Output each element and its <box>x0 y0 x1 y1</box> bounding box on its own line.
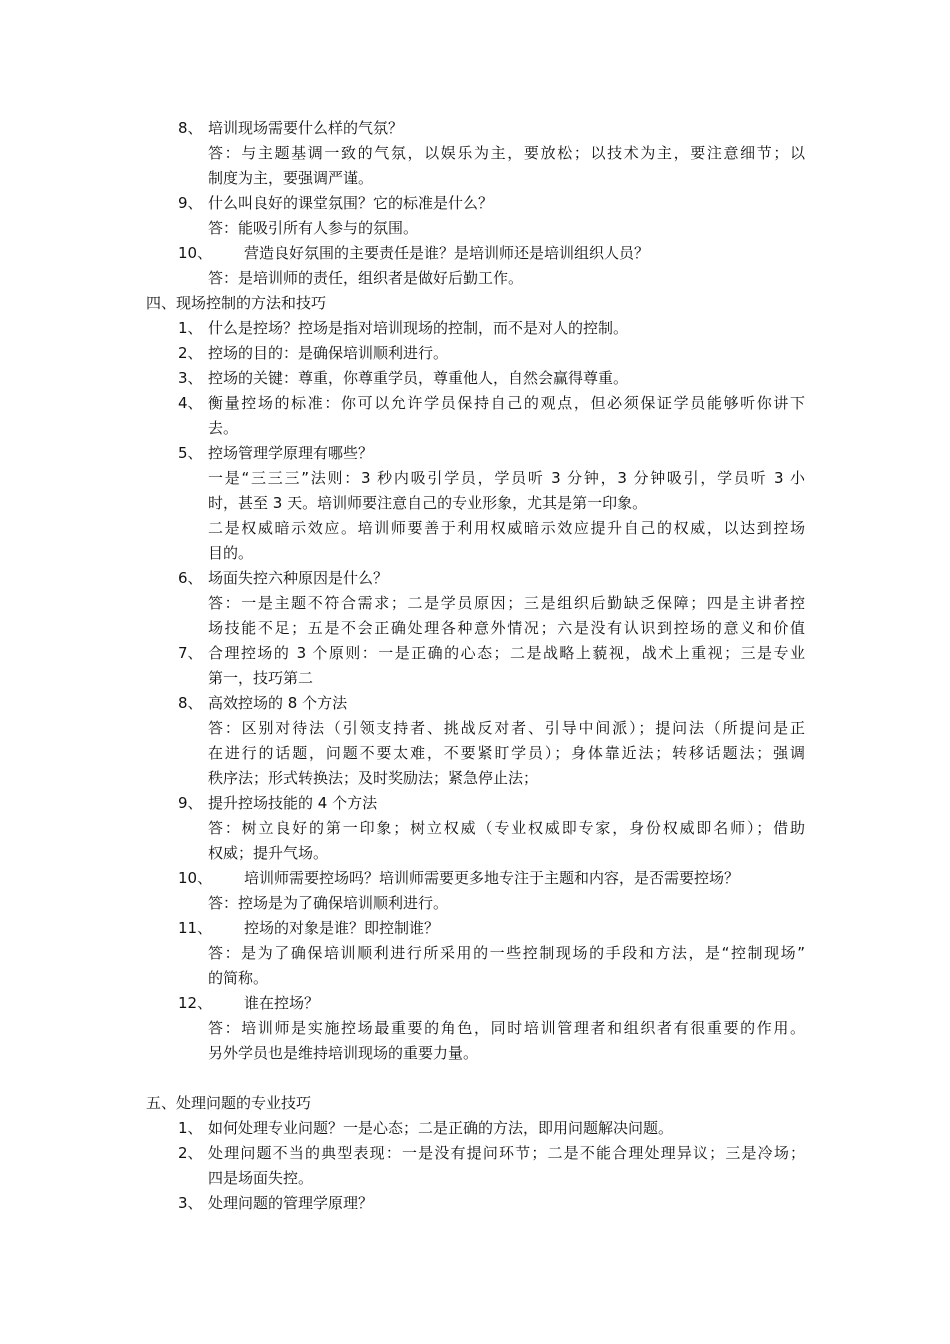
list-item-text: 答：控场是为了确保培训顺利进行。 <box>208 894 449 912</box>
list-item-text: 答：一是主题不符合需求；二是学员原因；三是组织后勤缺乏保障；四是主讲者控 <box>208 594 805 612</box>
list-item-text: 一是“三三三”法则：3 秒内吸引学员，学员听 3 分钟，3 分钟吸引，学员听 3 小 <box>208 469 805 487</box>
list-item-text: 第一，技巧第二 <box>208 669 314 687</box>
list-item-text: 合理控场的 3 个原则：一是正确的心态；二是战略上藐视，战术上重视；三是专业 <box>208 644 805 662</box>
list-item-text: 四是场面失控。 <box>208 1169 314 1187</box>
list-number: 7、 <box>178 644 203 662</box>
question-text: 什么叫良好的课堂氛围？它的标准是什么？ <box>208 194 494 212</box>
list-number: 1、 <box>178 1119 203 1137</box>
list-number: 2、 <box>178 1144 203 1162</box>
list-number: 8、 <box>178 119 203 137</box>
list-item-text: 另外学员也是维持培训现场的重要力量。 <box>208 1044 479 1062</box>
list-number: 6、 <box>178 569 203 587</box>
list-item-text: 去。 <box>208 419 239 437</box>
list-item-text: 权威；提升气场。 <box>208 844 329 862</box>
list-number: 3、 <box>178 1194 203 1212</box>
list-number: 3、 <box>178 369 203 387</box>
list-item-text: 秩序法；形式转换法；及时奖励法；紧急停止法； <box>208 769 539 787</box>
list-item-text: 控场的目的：是确保培训顺利进行。 <box>208 344 449 362</box>
list-item-text: 答：是为了确保培训顺利进行所采用的一些控制现场的手段和方法，是“控制现场” <box>208 944 805 962</box>
answer-text: 答：与主题基调一致的气氛，以娱乐为主，要放松；以技术为主，要注意细节；以 <box>208 144 805 162</box>
list-item-text: 处理问题的管理学原理？ <box>208 1194 374 1212</box>
list-item-text: 谁在控场？ <box>244 994 320 1012</box>
list-item-text: 控场的对象是谁？即控制谁？ <box>244 919 440 937</box>
answer-text: 答：能吸引所有人参与的氛围。 <box>208 219 419 237</box>
list-number: 2、 <box>178 344 203 362</box>
section-heading: 五、处理问题的专业技巧 <box>146 1094 312 1112</box>
question-text: 培训现场需要什么样的气氛？ <box>208 119 404 137</box>
list-item-text: 培训师需要控场吗？培训师需要更多地专注于主题和内容，是否需要控场？ <box>244 869 740 887</box>
list-number: 9、 <box>178 194 203 212</box>
list-item-text: 处理问题不当的典型表现：一是没有提问环节；二是不能合理处理异议；三是冷场； <box>208 1144 805 1162</box>
list-number: 10、 <box>178 244 213 262</box>
list-item-text: 二是权威暗示效应。培训师要善于利用权威暗示效应提升自己的权威，以达到控场 <box>208 519 805 537</box>
list-number: 4、 <box>178 394 203 412</box>
list-item-text: 提升控场技能的 4 个方法 <box>208 794 378 812</box>
list-number: 1、 <box>178 319 203 337</box>
list-number: 9、 <box>178 794 203 812</box>
list-item-text: 衡量控场的标准：你可以允许学员保持自己的观点，但必须保证学员能够听你讲下 <box>208 394 805 412</box>
list-item-text: 场面失控六种原因是什么？ <box>208 569 389 587</box>
list-item-text: 答：树立良好的第一印象；树立权威（专业权威即专家，身份权威即名师）；借助 <box>208 819 805 837</box>
list-item-text: 什么是控场？控场是指对培训现场的控制，而不是对人的控制。 <box>208 319 629 337</box>
list-number: 12、 <box>178 994 213 1012</box>
section-heading: 四、现场控制的方法和技巧 <box>146 294 327 312</box>
list-item-text: 时，甚至 3 天。培训师要注意自己的专业形象，尤其是第一印象。 <box>208 494 648 512</box>
list-item-text: 目的。 <box>208 544 254 562</box>
answer-text: 制度为主，要强调严谨。 <box>208 169 374 187</box>
list-number: 11、 <box>178 919 213 937</box>
question-text: 营造良好氛围的主要责任是谁？是培训师还是培训组织人员？ <box>244 244 650 262</box>
list-number: 5、 <box>178 444 203 462</box>
list-number: 10、 <box>178 869 213 887</box>
list-item-text: 场技能不足；五是不会正确处理各种意外情况；六是没有认识到控场的意义和价值 <box>208 619 805 637</box>
list-item-text: 高效控场的 8 个方法 <box>208 694 348 712</box>
list-item-text: 答：培训师是实施控场最重要的角色，同时培训管理者和组织者有很重要的作用。 <box>208 1019 805 1037</box>
list-item-text: 控场管理学原理有哪些？ <box>208 444 374 462</box>
answer-text: 答：是培训师的责任，组织者是做好后勤工作。 <box>208 269 524 287</box>
list-item-text: 如何处理专业问题？一是心态；二是正确的方法，即用问题解决问题。 <box>208 1119 674 1137</box>
list-number: 8、 <box>178 694 203 712</box>
list-item-text: 答：区别对待法（引领支持者、挑战反对者、引导中间派）；提问法（所提问是正 <box>208 719 805 737</box>
list-item-text: 在进行的话题，问题不要太难，不要紧盯学员）；身体靠近法；转移话题法；强调 <box>208 744 805 762</box>
list-item-text: 的简称。 <box>208 969 269 987</box>
list-item-text: 控场的关键：尊重，你尊重学员，尊重他人，自然会赢得尊重。 <box>208 369 629 387</box>
